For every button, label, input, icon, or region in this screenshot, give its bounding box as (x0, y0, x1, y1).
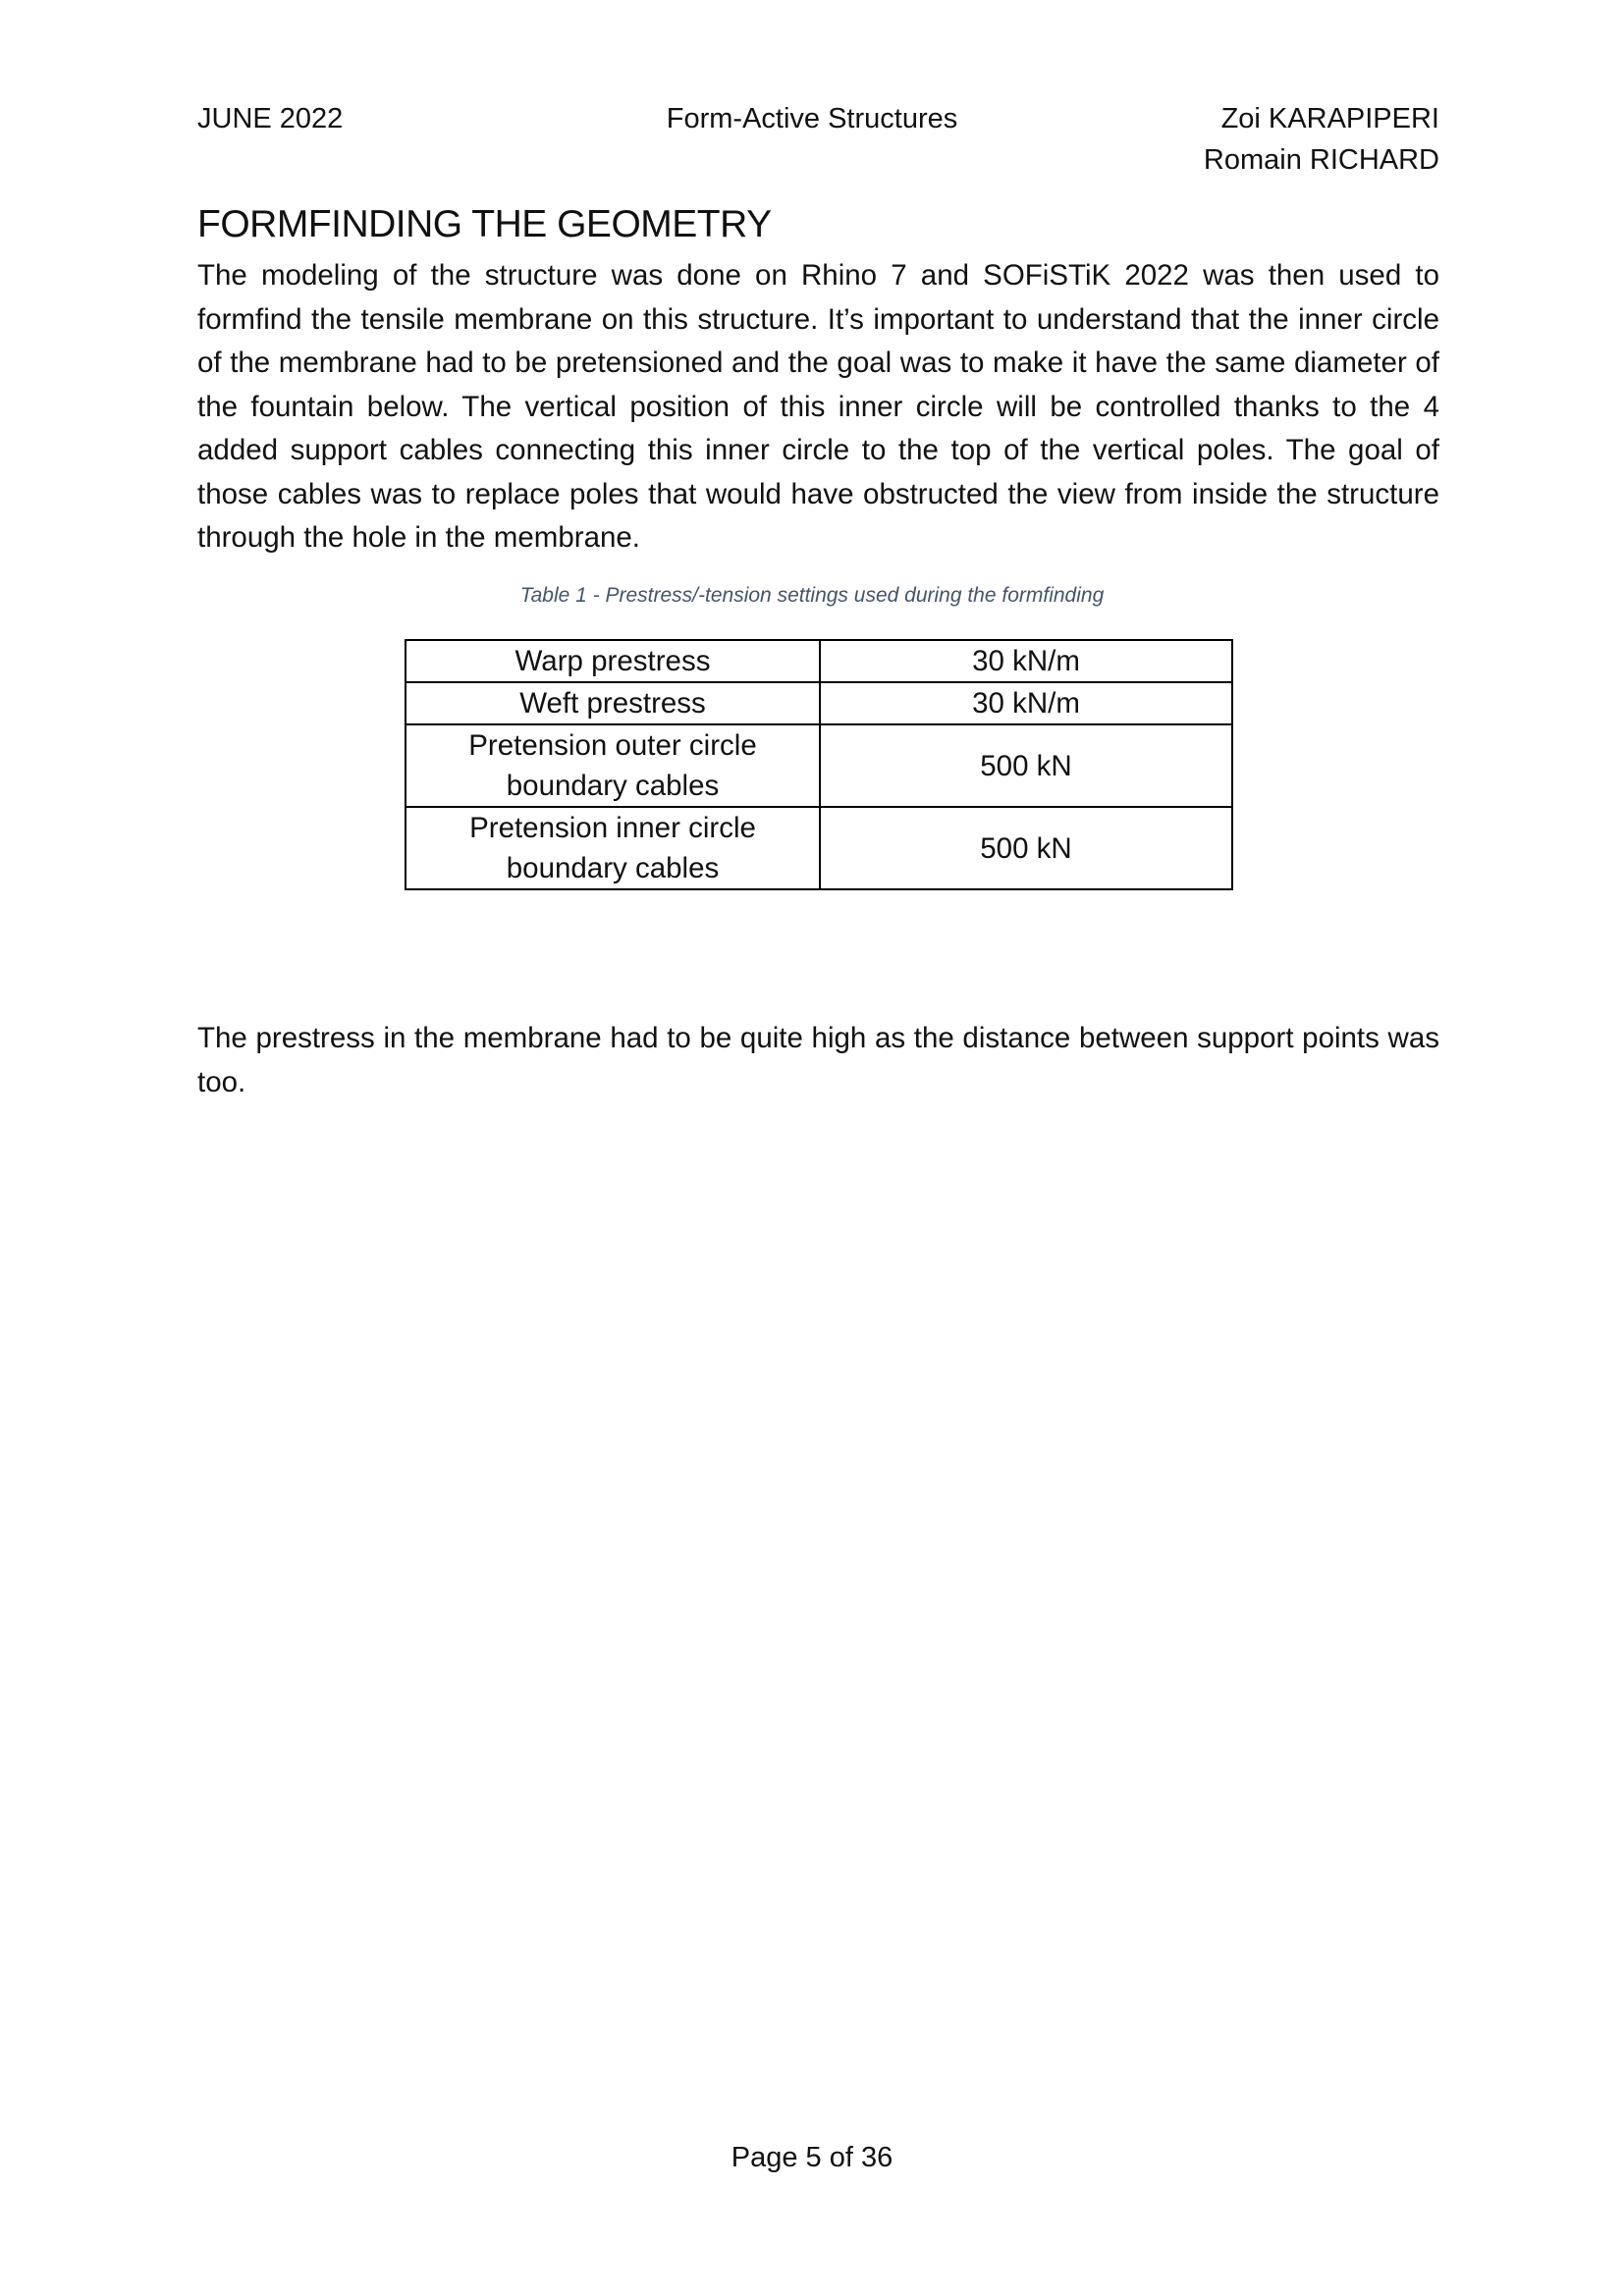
label-line: boundary cables (506, 770, 720, 802)
table-row (406, 724, 1232, 807)
table-row (406, 640, 1232, 682)
table-cell-label (406, 724, 820, 807)
table-caption: Table 1 - Prestress/-tension settings used during the formfinding (519, 584, 1105, 607)
label-line: boundary cables (506, 852, 720, 884)
table-row (406, 807, 1232, 889)
table-cell-value: 30 kN/m (820, 640, 1232, 682)
header-authors (1204, 98, 1439, 181)
author-2: Romain RICHARD (1203, 144, 1439, 176)
section-title: FORMFINDING THE GEOMETRY (197, 203, 772, 245)
label-line: Warp prestress (514, 645, 711, 677)
table-cell-value: 30 kN/m (820, 682, 1232, 724)
prestress-settings-table (405, 639, 1233, 890)
label-line: Pretension outer circle (468, 729, 757, 762)
table-cell-value: 500 kN (820, 807, 1232, 889)
body-paragraph-1: The modeling of the structure was done on Rhino 7 and SOFiSTiK 2022 was then used to formfind the tensile membrane on this structure. It’s important to understand that the inner circle of the membrane had to be pretensioned and the goal was to make it have the same diameter of the fountain below. The vertical position of this inner circle will be controlled thanks to the 4 added support cables connecting this inner circle to the top of the vertical poles. The goal of those cables was to replace poles that would have obstructed the view from inside the structure through the hole in the membrane. (197, 259, 1439, 554)
label-line: Weft prestress (519, 687, 706, 720)
table-cell-label (406, 640, 820, 682)
header-course: Form-Active Structures (666, 103, 958, 134)
author-1: Zoi KARAPIPERI (1220, 103, 1439, 134)
page-number: Page 5 of 36 (731, 2142, 893, 2173)
table-cell-label (406, 682, 820, 724)
header-date: JUNE 2022 (197, 103, 344, 134)
table-cell-label (406, 807, 820, 889)
table-row (406, 682, 1232, 724)
label-line: Pretension inner circle (469, 812, 756, 844)
body-paragraph-2: The prestress in the membrane had to be quite high as the distance between support points was too. (197, 1022, 1439, 1098)
table-cell-value: 500 kN (820, 724, 1232, 807)
